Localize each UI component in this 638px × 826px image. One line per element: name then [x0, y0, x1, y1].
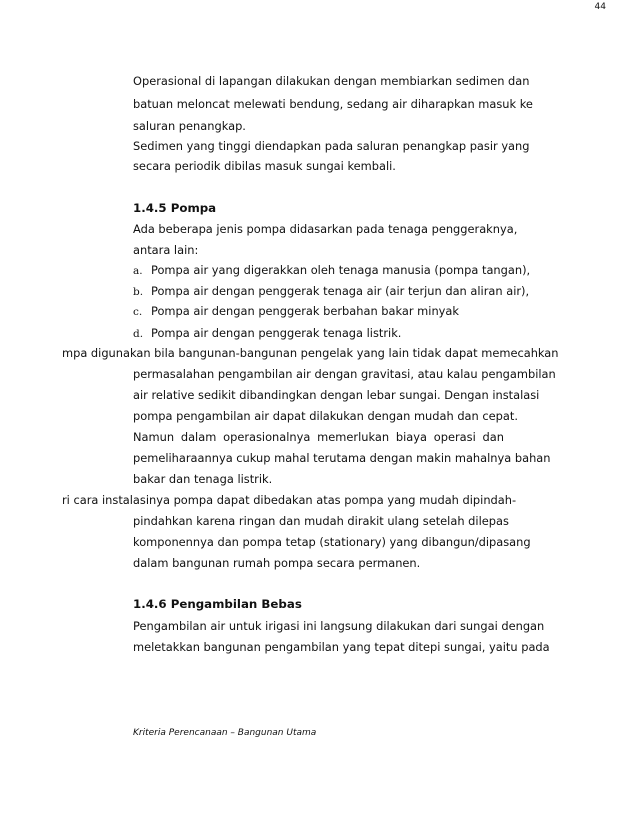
list-item-text: Pompa air dengan penggerak tenaga air (air terjun dan aliran air),	[151, 284, 530, 298]
text-line: Ada beberapa jenis pompa didasarkan pada tenaga penggeraknya,	[133, 222, 518, 236]
text-line: Operasional di lapangan dilakukan dengan membiarkan sedimen dan	[133, 74, 530, 88]
text-line: ri cara instalasinya pompa dapat dibedakan atas pompa yang mudah dipindah-	[62, 493, 517, 507]
text-line: air relative sedikit dibandingkan dengan lebar sungai. Dengan instalasi	[133, 388, 540, 402]
list-marker: d.	[133, 328, 144, 340]
list-marker: a.	[133, 265, 143, 277]
list-marker: b.	[133, 286, 144, 298]
list-item	[133, 326, 401, 341]
list-item	[133, 284, 529, 299]
text-line: pemeliharaannya cukup mahal terutama dengan makin mahalnya bahan	[133, 451, 551, 465]
section-heading-pompa: 1.4.5 Pompa	[133, 201, 217, 215]
page-number: 44	[594, 2, 606, 12]
text-line: pindahkan karena ringan dan mudah dirakit ulang setelah dilepas	[133, 514, 509, 528]
text-line: permasalahan pengambilan air dengan gravitasi, atau kalau pengambilan	[133, 367, 556, 381]
text-line: bakar dan tenaga listrik.	[133, 472, 273, 486]
list-item-text: Pompa air yang digerakkan oleh tenaga manusia (pompa tangan),	[151, 263, 531, 277]
text-line: antara lain:	[133, 243, 199, 257]
text-line: dalam bangunan rumah pompa secara permanen.	[133, 556, 421, 570]
list-item-text: Pompa air dengan penggerak berbahan bakar minyak	[151, 304, 459, 318]
text-line: secara periodik dibilas masuk sungai kembali.	[133, 159, 396, 173]
list-item	[133, 263, 530, 278]
text-line: pompa pengambilan air dapat dilakukan dengan mudah dan cepat.	[133, 409, 518, 423]
text-line: komponennya dan pompa tetap (stationary) yang dibangun/dipasang	[133, 535, 531, 549]
list-item	[133, 304, 459, 319]
text-line: mpa digunakan bila bangunan-bangunan pengelak yang lain tidak dapat memecahkan	[62, 346, 559, 360]
text-line: meletakkan bangunan pengambilan yang tepat ditepi sungai, yaitu pada	[133, 640, 550, 654]
list-item-text: Pompa air dengan penggerak tenaga listrik.	[151, 326, 402, 340]
text-line: Sedimen yang tinggi diendapkan pada saluran penangkap pasir yang	[133, 139, 530, 153]
text-line: Namun dalam operasionalnya memerlukan biaya operasi dan	[133, 430, 504, 444]
section-heading-pengambilan-bebas: 1.4.6 Pengambilan Bebas	[133, 597, 302, 611]
text-line: saluran penangkap.	[133, 119, 246, 133]
list-marker: c.	[133, 306, 143, 318]
text-line: batuan meloncat melewati bendung, sedang air diharapkan masuk ke	[133, 97, 533, 111]
page-footer: Kriteria Perencanaan – Bangunan Utama	[133, 728, 317, 738]
text-line: Pengambilan air untuk irigasi ini langsung dilakukan dari sungai dengan	[133, 619, 545, 633]
